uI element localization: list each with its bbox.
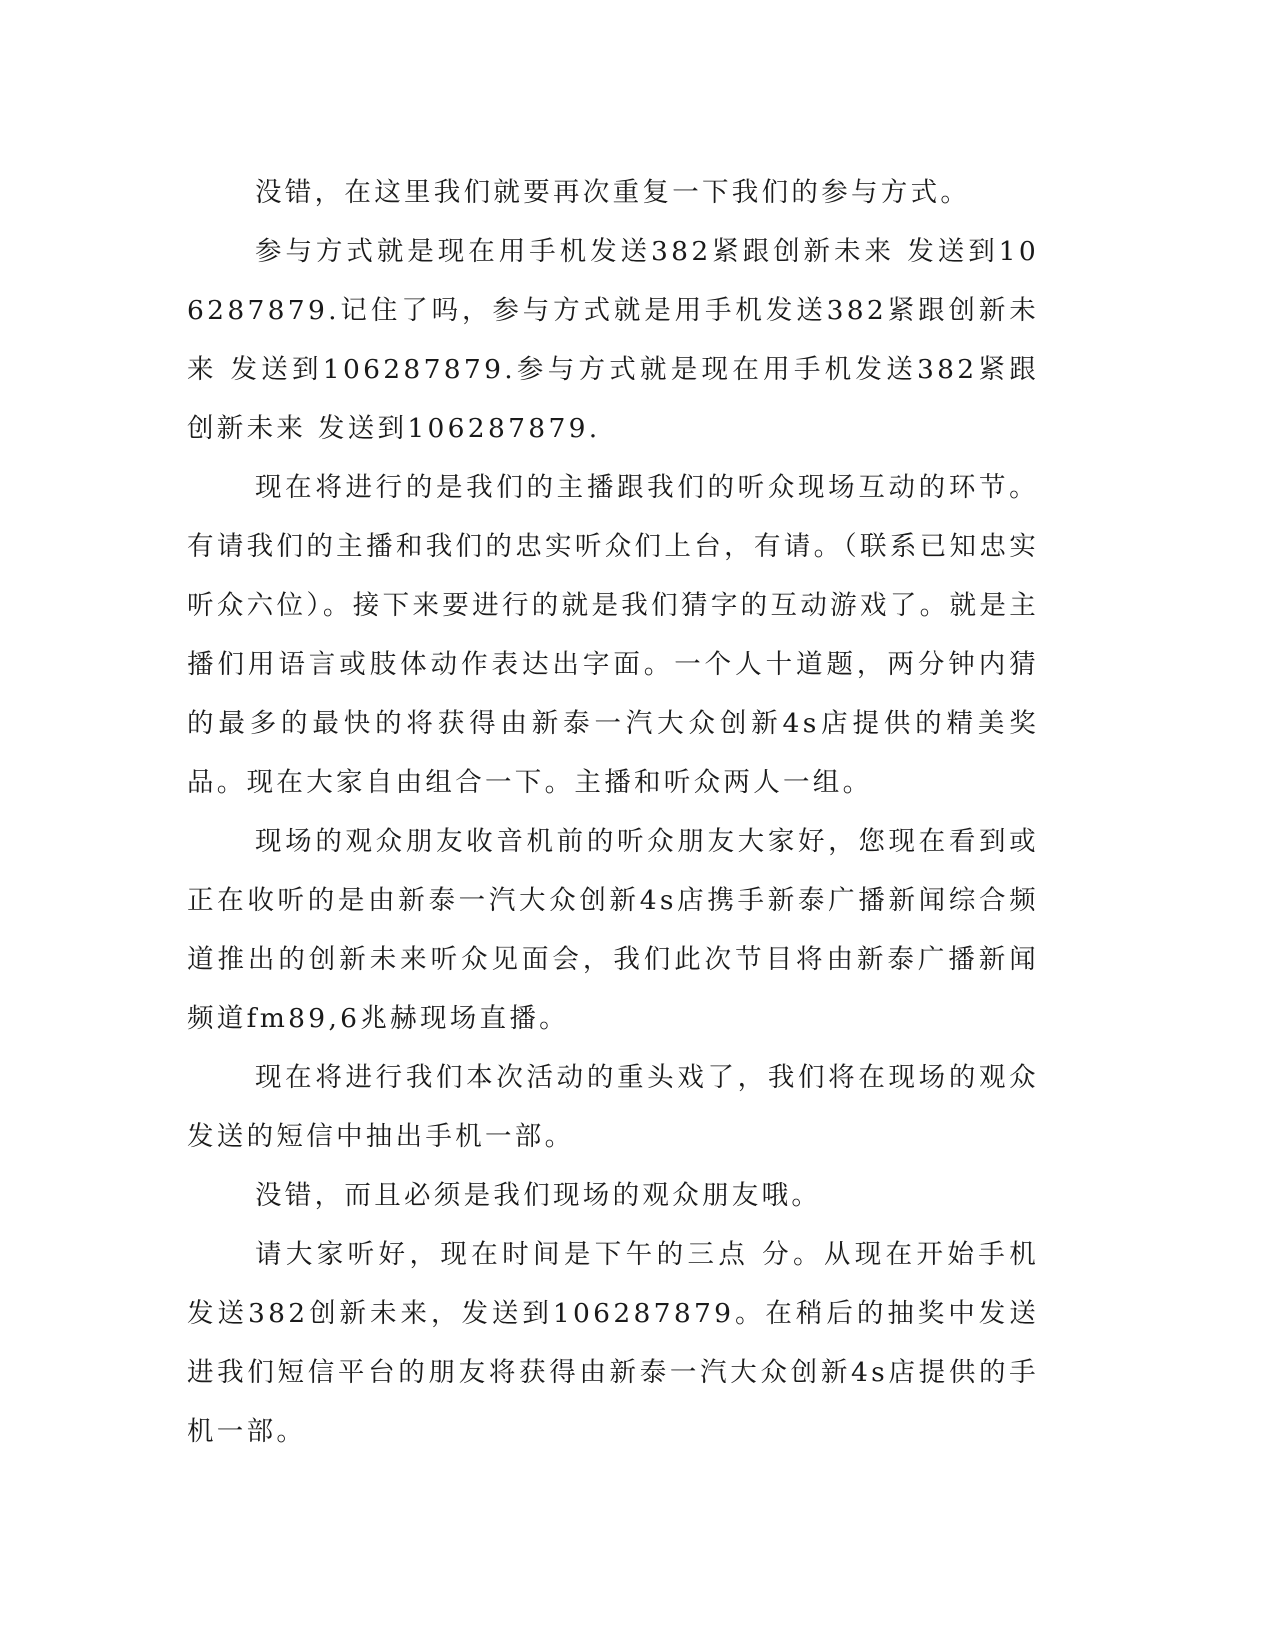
paragraph-1: 没错，在这里我们就要再次重复一下我们的参与方式。 bbox=[255, 177, 971, 208]
paragraph-7: 请大家听好，现在时间是下午的三点 分。从现在开始手机发送382创新未来，发送到106287879。在稍后的抽奖中发送进我们短信平台的朋友将获得由新泰一汽大众创新4s店提供的手机一部。 bbox=[187, 1239, 1039, 1447]
paragraph-2: 参与方式就是现在用手机发送382紧跟创新未来 发送到106287879.记住了吗，参与方式就是用手机发送382紧跟创新未来 发送到106287879.参与方式就是现在用手机发送382紧跟创新未来 发送到106287879. bbox=[187, 236, 1039, 444]
paragraph-6: 没错，而且必须是我们现场的观众朋友哦。 bbox=[255, 1180, 822, 1211]
paragraph-5: 现在将进行我们本次活动的重头戏了，我们将在现场的观众发送的短信中抽出手机一部。 bbox=[187, 1062, 1039, 1152]
paragraph-3: 现在将进行的是我们的主播跟我们的听众现场互动的环节。有请我们的主播和我们的忠实听众们上台，有请。（联系已知忠实听众六位）。接下来要进行的就是我们猜字的互动游戏了。就是主播们用语言或肢体动作表达出字面。一个人十道题，两分钟内猜的最多的最快的将获得由新泰一汽大众创新4s店提供的精美奖品。现在大家自由组合一下。主播和听众两人一组。 bbox=[187, 472, 1039, 798]
paragraph-4: 现场的观众朋友收音机前的听众朋友大家好，您现在看到或正在收听的是由新泰一汽大众创新4s店携手新泰广播新闻综合频道推出的创新未来听众见面会，我们此次节目将由新泰广播新闻频道fm89,6兆赫现场直播。 bbox=[187, 826, 1039, 1034]
document-body bbox=[187, 163, 1039, 1461]
